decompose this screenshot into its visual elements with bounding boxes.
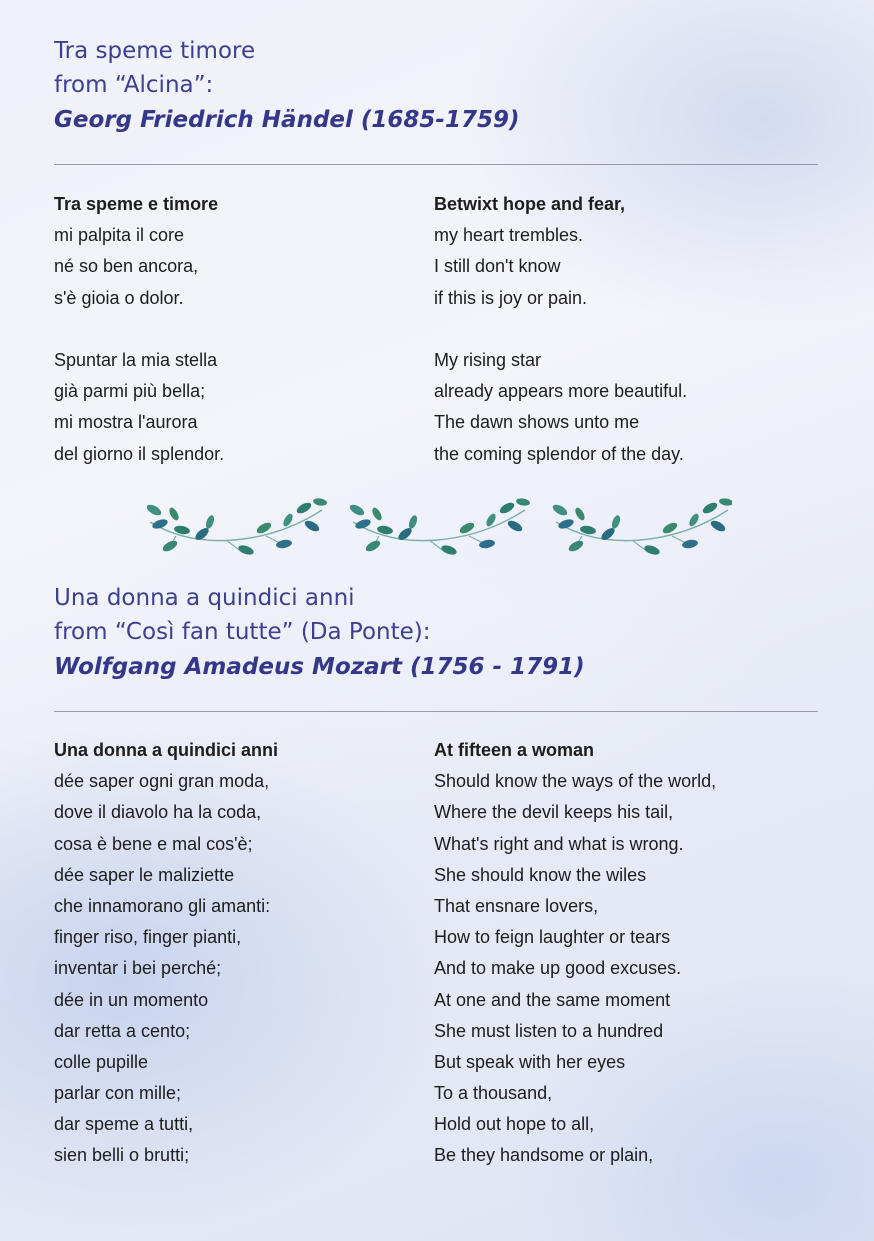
lyric-line: What's right and what is wrong.	[434, 833, 684, 854]
aria-title: Una donna a quindici anni	[54, 585, 355, 611]
lyric-first-line: Tra speme e timore	[54, 194, 219, 214]
lyric-line: Spuntar la mia stella	[54, 349, 218, 370]
lyric-line: dar retta a cento;	[54, 1020, 191, 1041]
english-translation-2	[434, 735, 794, 1172]
italian-lyrics-1	[54, 189, 414, 470]
lyric-line: She must listen to a hundred	[434, 1020, 664, 1041]
lyric-line: dove il diavolo ha la coda,	[54, 802, 262, 823]
aria-source: from “Così fan tutte” (Da Ponte):	[54, 619, 431, 645]
composer-name: Georg Friedrich Händel (1685-1759)	[54, 107, 520, 133]
lyric-line: sien belli o brutti;	[54, 1145, 190, 1166]
lyric-line: già parmi più bella;	[54, 381, 206, 402]
lyric-line: cosa è bene e mal cos'è;	[54, 833, 253, 854]
lyric-line: The dawn shows unto me	[434, 412, 640, 433]
lyric-line: s'è gioia o dolor.	[54, 287, 184, 308]
lyric-line: my heart trembles.	[434, 225, 584, 246]
divider	[54, 164, 818, 165]
vine-garland-icon	[146, 496, 732, 560]
lyric-line: Hold out hope to all,	[434, 1114, 595, 1135]
stanza-break	[434, 314, 794, 345]
lyric-line: inventar i bei perché;	[54, 958, 222, 979]
lyric-first-line: Betwixt hope and fear,	[434, 194, 626, 214]
aria-heading-2	[54, 581, 818, 685]
lyric-line: Where the devil keeps his tail,	[434, 802, 674, 823]
lyric-line: if this is joy or pain.	[434, 287, 588, 308]
lyric-line: dée saper ogni gran moda,	[54, 771, 270, 792]
lyric-line: And to make up good excuses.	[434, 958, 682, 979]
aria-source: from “Alcina”:	[54, 72, 214, 98]
lyric-line: finger riso, finger pianti,	[54, 927, 242, 948]
lyric-line: dée saper le maliziette	[54, 864, 235, 885]
aria-heading-1	[54, 34, 818, 138]
lyric-line: She should know the wiles	[434, 864, 647, 885]
lyric-line: That ensnare lovers,	[434, 895, 599, 916]
stanza-break	[54, 314, 414, 345]
lyric-line: né so ben ancora,	[54, 256, 199, 277]
aria-title: Tra speme timore	[54, 38, 256, 64]
lyric-line: But speak with her eyes	[434, 1051, 626, 1072]
lyric-line: colle pupille	[54, 1051, 149, 1072]
divider	[54, 711, 818, 712]
lyric-first-line: Una donna a quindici anni	[54, 740, 279, 760]
lyric-line: Be they handsome or plain,	[434, 1145, 654, 1166]
lyric-line: To a thousand,	[434, 1083, 553, 1104]
english-translation-1	[434, 189, 794, 470]
italian-lyrics-2	[54, 735, 414, 1172]
lyric-line: dar speme a tutti,	[54, 1114, 194, 1135]
composer-name: Wolfgang Amadeus Mozart (1756 - 1791)	[54, 654, 585, 680]
lyric-line: My rising star	[434, 349, 542, 370]
lyric-line: parlar con mille;	[54, 1083, 182, 1104]
lyric-line: che innamorano gli amanti:	[54, 895, 271, 916]
lyric-line: mi palpita il core	[54, 225, 185, 246]
lyric-first-line: At fifteen a woman	[434, 740, 595, 760]
lyric-line: already appears more beautiful.	[434, 381, 688, 402]
lyric-line: Should know the ways of the world,	[434, 771, 717, 792]
lyric-line: the coming splendor of the day.	[434, 443, 684, 464]
lyric-line: At one and the same moment	[434, 989, 671, 1010]
lyric-line: I still don't know	[434, 256, 561, 277]
lyric-line: del giorno il splendor.	[54, 443, 225, 464]
lyric-line: dée in un momento	[54, 989, 209, 1010]
lyric-line: How to feign laughter or tears	[434, 927, 671, 948]
lyric-line: mi mostra l'aurora	[54, 412, 198, 433]
